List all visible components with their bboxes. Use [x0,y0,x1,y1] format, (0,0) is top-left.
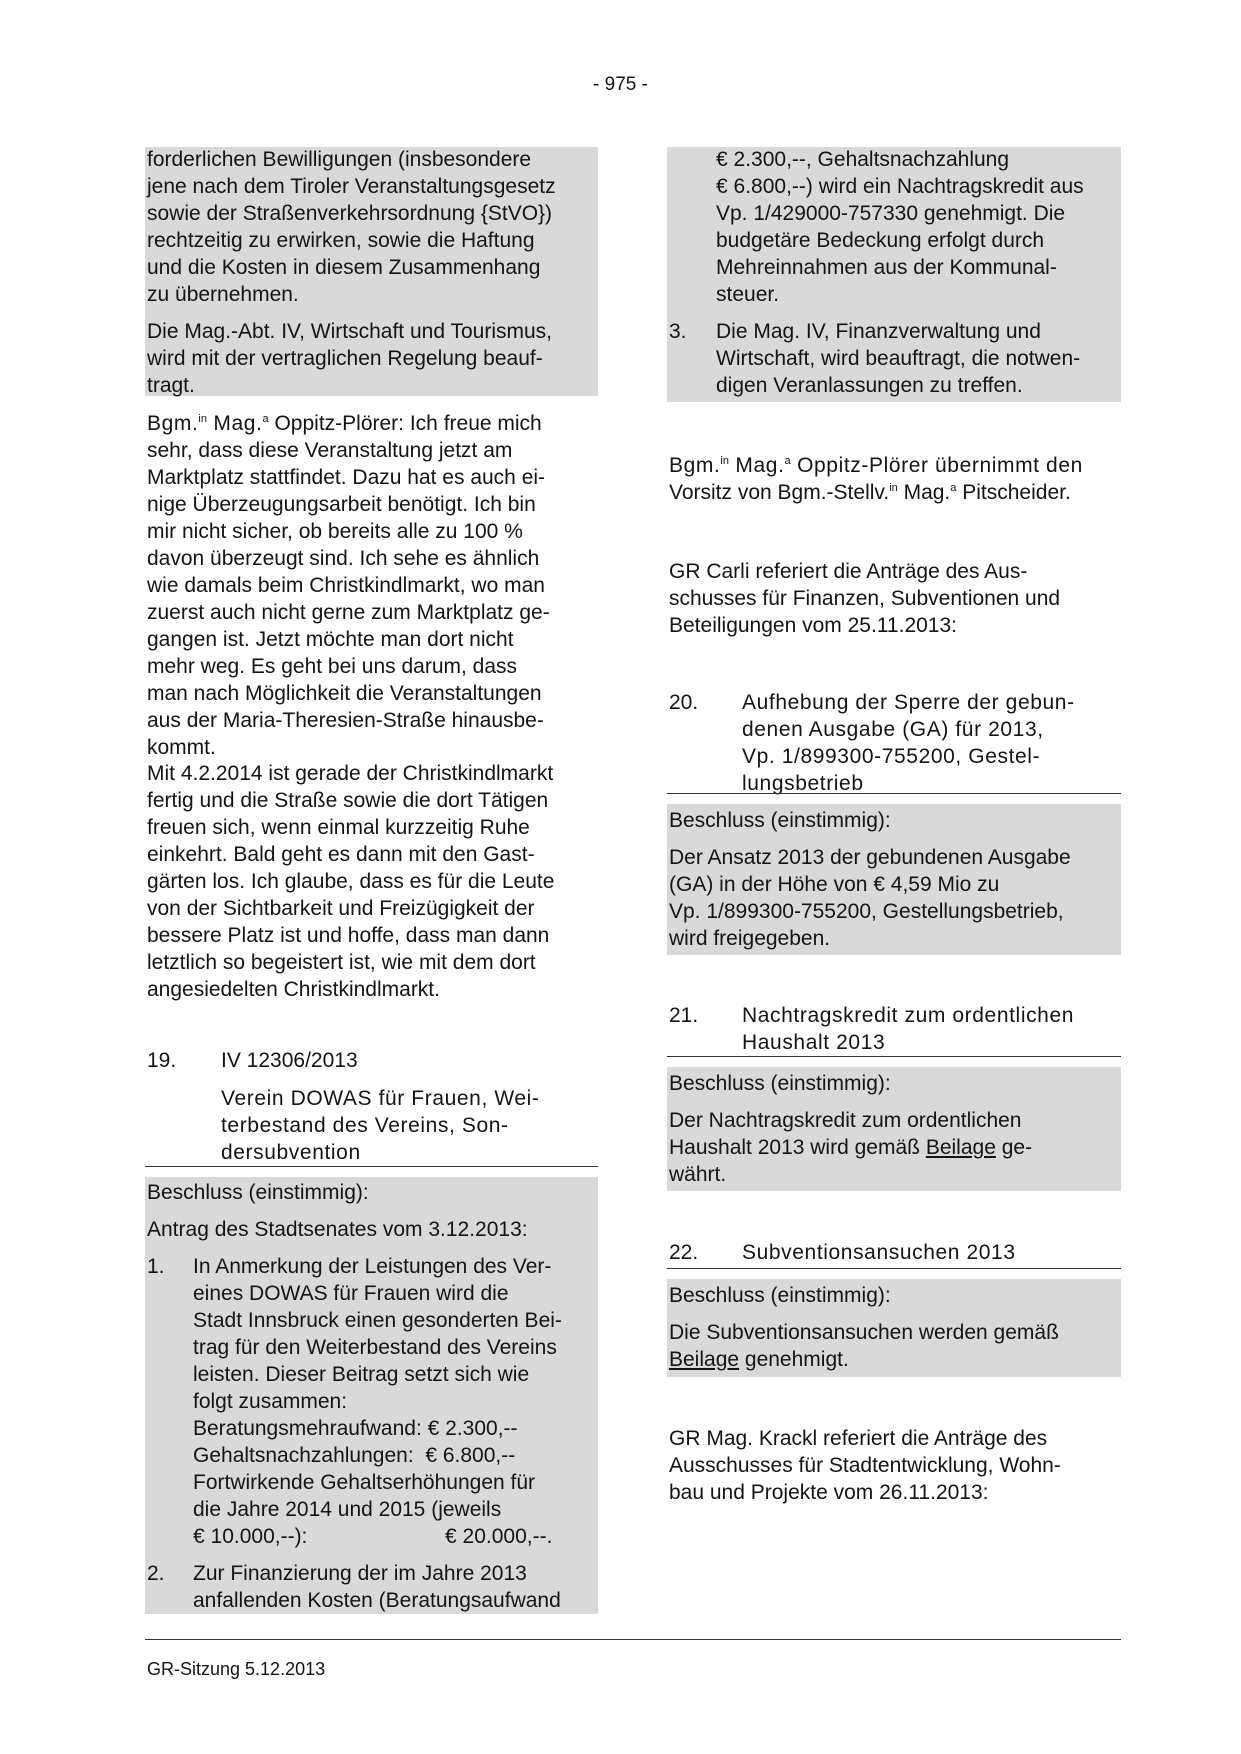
text-line [669,479,1129,506]
point-number: 1. [147,1255,165,1278]
text-line: rechtzeitig zu erwirken, sowie die Haftung [147,229,535,252]
cost-row [193,1442,597,1469]
text-line: anfallenden Kosten (Beratungsaufwand [193,1589,561,1612]
text-line: GR Mag. Krackl referiert die Anträge des [669,1427,1048,1450]
title-line: Verein DOWAS für Frauen, Wei- [221,1087,540,1110]
beilage-link[interactable]: Beilage [925,1136,996,1159]
text-line: Die Subventionsansuchen werden gemäß [669,1321,1059,1344]
item-reference: IV 12306/2013 [221,1049,358,1072]
beschluss-label: Beschluss (einstimmig): [147,1181,369,1204]
text-line: Beteiligungen vom 25.11.2013: [669,614,957,637]
text-line: mehr weg. Es geht bei uns darum, dass [147,655,518,678]
text-line: mir nicht sicher, ob bereits alle zu 100 % [147,520,523,543]
title-line: Nachtragskredit zum ordentlichen [742,1004,1075,1027]
text-line: Stadt Innsbruck einen gesonderten Bei- [193,1309,562,1332]
text-line: wie damals beim Christkindlmarkt, wo man [147,574,545,597]
text-line: davon überzeugt sind. Ich sehe es ähnlich [147,547,540,570]
text-line: die Jahre 2014 und 2015 (jeweils [193,1498,502,1521]
text-line: Die Mag. IV, Finanzverwaltung und [716,320,1041,343]
superscript: a [784,455,791,467]
item-20-heading [669,689,1121,793]
beschluss-label: Beschluss (einstimmig): [669,1284,891,1307]
item-19-body [147,1179,597,1614]
cost-label: € 10.000,--): [193,1525,308,1548]
text-line: gangen ist. Jetzt möchte man dort nicht [147,628,514,651]
point-3 [669,318,1121,399]
text-line: Die Mag.-Abt. IV, Wirtschaft und Tourismus, [147,320,552,343]
text-line: freuen sich, wenn einmal kurzzeitig Ruhe [147,816,530,839]
title-line: Vp. 1/899300-755200, Gestel- [742,745,1041,768]
resolution-text [669,1107,1121,1188]
cost-row [193,1415,597,1442]
text-line: Vp. 1/899300-755200, Gestellungsbetrieb, [669,900,1064,923]
item-title [742,689,1122,797]
text-line: Der Nachtragskredit zum ordentlichen [669,1109,1022,1132]
body-text: Oppitz-Plörer übernimmt den [790,454,1083,477]
text-line [669,1134,1121,1161]
item-20-body [669,807,1121,952]
text-line [669,1346,1121,1373]
point-number: 3. [669,320,687,343]
text-line: kommt. [147,736,216,759]
text-line: sowie der Straßenverkehrsordnung {StVO}) [147,202,553,225]
text-line: aus der Maria-Theresien-Straße hinausbe- [147,709,544,732]
text-line: Marktplatz stattfindet. Dazu hat es auch ei- [147,466,546,489]
item-20-rule [667,793,1121,794]
text-line: tragt. [147,374,195,397]
text-line: einkehrt. Bald geht es dann mit den Gast- [147,843,535,866]
text-line: (GA) in der Höhe von € 4,59 Mio zu [669,873,1000,896]
right-continuation [669,146,1121,399]
text-line: forderlichen Bewilligungen (insbesondere [147,148,532,171]
title-text: Bgm. [669,454,721,477]
item-19-rule [145,1166,598,1167]
text-line [669,452,1129,479]
speaker-name: Oppitz-Plörer: Ich freue mich [268,412,542,435]
title-line: lungsbetrieb [742,772,864,795]
text-line: GR Carli referiert die Anträge des Aus- [669,560,1028,583]
item-title [742,1002,1122,1056]
cost-row [193,1523,597,1550]
superscript: a [950,482,957,494]
item-title [221,1085,601,1166]
continuation-text [716,146,1121,308]
superscript: in [720,455,729,467]
page-number: - 975 - [593,74,648,95]
text-line: Wirtschaft, wird beauftragt, die notwen- [716,347,1081,370]
text-line: digen Veranlassungen zu treffen. [716,374,1023,397]
text-line: währt. [669,1163,727,1186]
point-text [716,318,1121,399]
title-line: terbestand des Vereins, Son- [221,1114,509,1137]
title-text: Mag. [728,454,785,477]
speech-paragraph-2 [147,760,597,1003]
point-text [193,1253,597,1550]
text-line: schusses für Finanzen, Subventionen und [669,587,1061,610]
text-line: Mehreinnahmen aus der Kommunal- [716,256,1057,279]
item-22-rule [667,1268,1121,1269]
text-line: zuerst auch nicht gerne zum Marktplatz ge- [147,601,550,624]
text-line: steuer. [716,283,780,306]
cost-label: Gehaltsnachzahlungen: [193,1444,414,1467]
body-text: genehmigt. [739,1348,849,1371]
item-title: Subventionsansuchen 2013 [742,1241,1016,1264]
footer-rule [145,1639,1121,1640]
text-line: und die Kosten in diesem Zusammenhang [147,256,541,279]
item-number: 22. [669,1241,699,1264]
chair-change-paragraph [669,452,1129,506]
text-line: gärten los. Ich glaube, dass es für die Leute [147,870,555,893]
text-line: Der Ansatz 2013 der gebundenen Ausgabe [669,846,1071,869]
antrag-line: Antrag des Stadtsenates vom 3.12.2013: [147,1218,528,1241]
krackl-paragraph [669,1425,1121,1506]
point-2 [147,1560,597,1614]
text-line: angesiedelten Christkindlmarkt. [147,978,440,1001]
beschluss-label: Beschluss (einstimmig): [669,1072,891,1095]
body-text: Haushalt 2013 wird gemäß [669,1136,926,1159]
speaker-title: Bgm. [147,412,199,435]
point-text [193,1560,597,1614]
item-22-heading [669,1239,1121,1266]
text-line: man nach Möglichkeit die Veranstaltungen [147,682,542,705]
item-number: 20. [669,691,699,714]
text-line: budgetäre Bedeckung erfolgt durch [716,229,1045,252]
item-number: 19. [147,1049,177,1072]
item-number: 21. [669,1004,699,1027]
item-21-rule [667,1056,1121,1057]
text-line: bau und Projekte vom 26.11.2013: [669,1481,989,1504]
text-line: Vp. 1/429000-757330 genehmigt. Die [716,202,1066,225]
text-line: bessere Platz ist und hoffe, dass man dann [147,924,550,947]
text-line: von der Sichtbarkeit und Freizügigkeit der [147,897,535,920]
carli-paragraph [669,558,1121,639]
text-line: wird mit der vertraglichen Regelung beauf- [147,347,543,370]
cost-value: € 2.300,-- [427,1417,518,1440]
body-text: Mag. [897,481,951,504]
text-line: nige Überzeugungsarbeit benötigt. Ich bin [147,493,536,516]
title-line: denen Ausgabe (GA) für 2013, [742,718,1044,741]
text-line: jene nach dem Tiroler Veranstaltungsgesetz [147,175,556,198]
text-line: sehr, dass diese Veranstaltung jetzt am [147,439,513,462]
resolution-text [669,844,1121,952]
title-line: Haushalt 2013 [742,1031,886,1054]
text-line: leisten. Dieser Beitrag setzt sich wie [193,1363,530,1386]
left-block-2 [147,318,597,399]
body-text: ge- [995,1136,1033,1159]
speaker-line [147,410,597,437]
text-line: trag für den Weiterbestand des Vereins [193,1336,557,1359]
text-line: Ausschusses für Stadtentwicklung, Wohn- [669,1454,1061,1477]
superscript: in [198,413,207,425]
text-line: Fortwirkende Gehaltserhöhungen für [193,1471,536,1494]
text-line: letztlich so begeistert ist, wie mit dem dort [147,951,536,974]
text-line: In Anmerkung der Leistungen des Ver- [193,1255,552,1278]
body-text: Pitscheider. [956,481,1071,504]
text-line: Mit 4.2.2014 ist gerade der Christkindlmarkt [147,762,554,785]
text-line: fertig und die Straße sowie die dort Tätigen [147,789,549,812]
point-number: 2. [147,1562,165,1585]
text-line: € 2.300,--, Gehaltsnachzahlung [716,148,1010,171]
left-block-1 [147,146,597,308]
text-line: € 6.800,--) wird ein Nachtragskredit aus [716,175,1084,198]
item-21-heading [669,1002,1121,1056]
speech-paragraph-1 [147,410,597,761]
speaker-title: Mag. [206,412,263,435]
point-1 [147,1253,597,1550]
title-line: Aufhebung der Sperre der gebun- [742,691,1075,714]
cost-label: Beratungsmehraufwand: [193,1417,422,1440]
superscript: a [262,413,269,425]
resolution-text [669,1319,1121,1373]
text-line: Zur Finanzierung der im Jahre 2013 [193,1562,527,1585]
item-21-body [669,1070,1121,1188]
beilage-link[interactable]: Beilage [669,1348,740,1371]
title-line: dersubvention [221,1141,361,1164]
footer-text: GR-Sitzung 5.12.2013 [147,1659,326,1679]
text-line: folgt zusammen: [193,1390,348,1413]
item-19-heading [147,1047,597,1167]
text-line: zu übernehmen. [147,283,299,306]
text-line: wird freigegeben. [669,927,831,950]
body-text: Vorsitz von Bgm.-Stellv. [669,481,890,504]
cost-value: € 6.800,-- [425,1444,516,1467]
superscript: in [889,482,898,494]
text-line: eines DOWAS für Frauen wird die [193,1282,509,1305]
item-22-body [669,1282,1121,1373]
beschluss-label: Beschluss (einstimmig): [669,809,891,832]
cost-value: € 20.000,--. [445,1525,553,1548]
